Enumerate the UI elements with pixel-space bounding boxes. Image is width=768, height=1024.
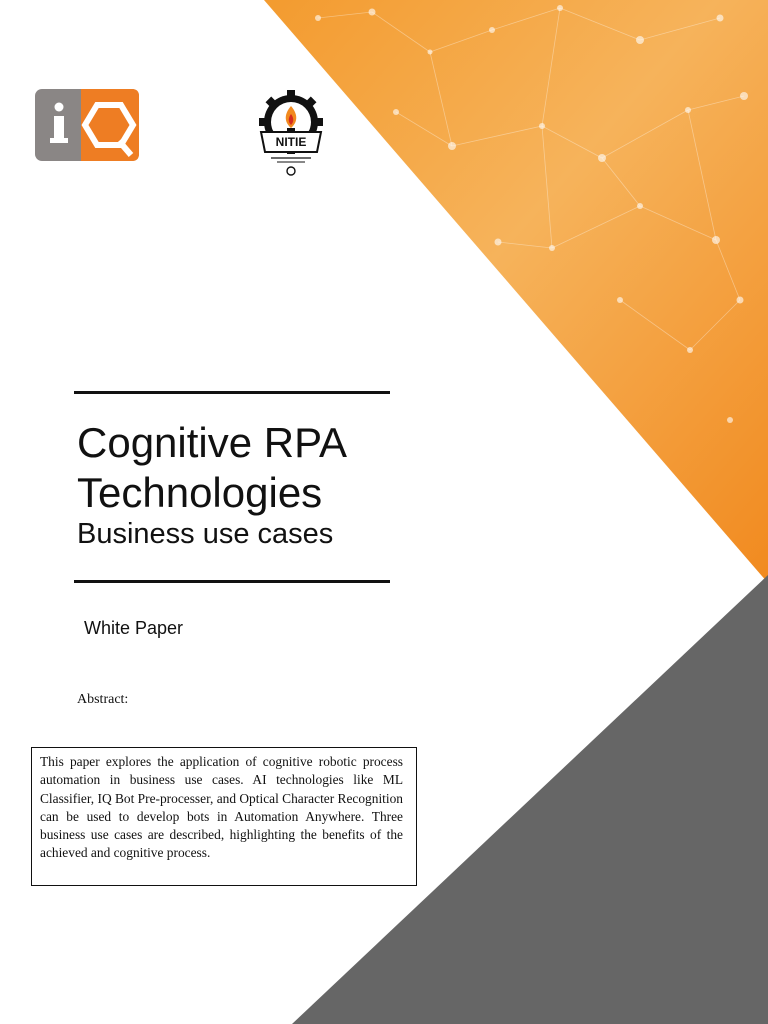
title-rule-top — [74, 391, 390, 394]
document-type-label: White Paper — [84, 618, 184, 638]
document-subtitle: Business use cases — [77, 518, 334, 550]
svg-text:NITIE: NITIE — [275, 135, 307, 149]
title-rule-bottom — [74, 580, 390, 583]
document-title: Cognitive RPA Technologies — [77, 419, 345, 516]
abstract-heading: Abstract: — [77, 692, 129, 707]
nitie-logo — [255, 86, 327, 178]
abstract-text-box: This paper explores the application of cognitive robotic process automation in business use cases. AI technologies like ML Classifier, IQ Bot Pre-processer, and Optical Character Recognition can be used to develop bots in Automation Anywhere. Three business use cases are described, highlighting the benefits of the achieved and cognitive process. — [31, 747, 417, 886]
iq-logo — [35, 89, 139, 161]
